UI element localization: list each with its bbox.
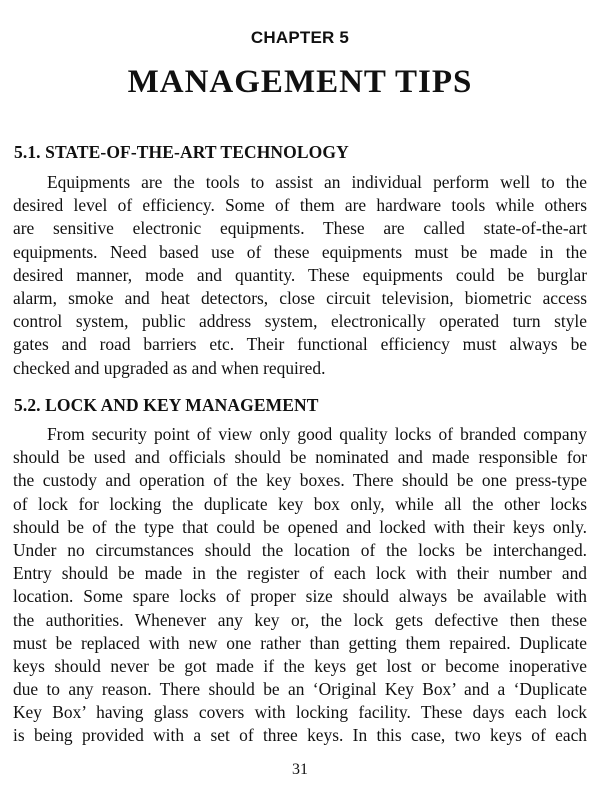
paragraph-line: alarm, smoke and heat detectors, close circuit television, biometric access [13, 287, 587, 308]
paragraph-line: gates and road barriers etc. Their functional efficiency must always be [13, 334, 587, 355]
paragraph-lock-and-key [13, 423, 587, 748]
paragraph-line: of lock for locking the duplicate key box only, while all the other locks [13, 493, 587, 514]
paragraph-line: keys should never be got made if the keys get lost or become inoperative [13, 655, 587, 676]
paragraph-line: Under no circumstances should the location of the locks be interchanged. [13, 539, 587, 560]
paragraph-line: the custody and operation of the key boxes. There should be one press-type [13, 470, 587, 491]
section-heading-lock-and-key: 5.2. LOCK AND KEY MANAGEMENT [14, 395, 319, 415]
paragraph-line: should be of the type that could be opened and locked with their keys only. [13, 516, 587, 537]
paragraph-line: are sensitive electronic equipments. These are called state-of-the-art [13, 218, 587, 239]
paragraph-line: Key Box’ having glass covers with locking facility. These days each lock [13, 702, 587, 723]
paragraph-line: desired manner, mode and quantity. These equipments could be burglar [13, 264, 587, 285]
paragraph-line: From security point of view only good quality locks of branded company [47, 424, 587, 444]
paragraph-state-of-the-art [13, 171, 587, 380]
chapter-label: CHAPTER 5 [250, 28, 350, 47]
paragraph-line: due to any reason. There should be an ‘Original Key Box’ and a ‘Duplicate [13, 679, 587, 700]
paragraph-line: Entry should be made in the register of each lock with their number and [13, 563, 587, 584]
paragraph-line: Equipments are the tools to assist an individual perform well to the [47, 172, 587, 192]
page-number: 31 [292, 761, 308, 778]
paragraph-line: checked and upgraded as and when required. [13, 357, 326, 378]
paragraph-line: must be replaced with new one rather than getting them repaired. Duplicate [13, 632, 587, 653]
paragraph-line: is being provided with a set of three keys. In this case, two keys of each [13, 725, 587, 746]
paragraph-line: should be used and officials should be nominated and made responsible for [13, 447, 587, 468]
paragraph-line: equipments. Need based use of these equipments must be made in the [13, 241, 587, 262]
paragraph-line: control system, public address system, electronically operated turn style [13, 311, 587, 332]
chapter-title: MANAGEMENT TIPS [127, 64, 473, 100]
paragraph-line: location. Some spare locks of proper size should always be available with [13, 586, 587, 607]
section-heading-state-of-the-art: 5.1. STATE-OF-THE-ART TECHNOLOGY [14, 142, 349, 162]
paragraph-line: the authorities. Whenever any key or, the lock gets defective then these [13, 609, 587, 630]
paragraph-line: desired level of efficiency. Some of them are hardware tools while others [13, 195, 587, 216]
